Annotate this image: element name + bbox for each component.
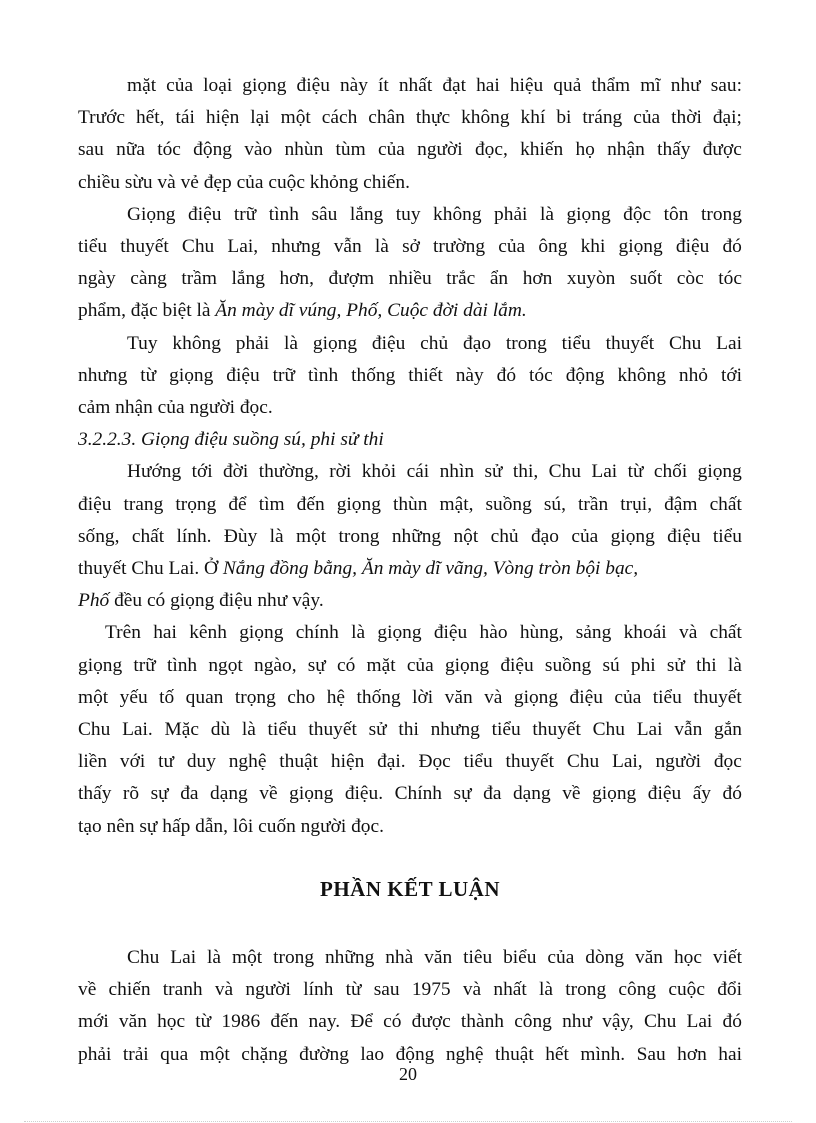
paragraph bbox=[78, 456, 742, 617]
page-bottom-divider bbox=[24, 1121, 792, 1122]
paragraph bbox=[78, 70, 742, 199]
text-line bbox=[78, 585, 742, 617]
text-line: thấy rõ sự đa dạng về giọng điệu. Chính sự đa dạng về giọng điệu ấy đó bbox=[78, 783, 742, 805]
text-run: phẩm, đặc biệt là bbox=[78, 300, 216, 322]
text-line: ngày càng trầm lắng hơn, đượm nhiều trắc ẩn hơn xuyòn suốt còc tóc bbox=[78, 268, 742, 290]
section-title: PHẦN KẾT LUẬN bbox=[320, 876, 500, 901]
book-titles: Ăn mày dĩ vúng, Phố, Cuộc đời dài lắm. bbox=[215, 300, 527, 322]
text-line bbox=[78, 295, 742, 327]
text-line: Chu Lai là một trong những nhà văn tiêu biểu của dòng văn học viết bbox=[127, 947, 742, 969]
text-line: sống, chất lính. Đùy là một trong những nột chủ đạo của giọng điệu tiểu bbox=[78, 525, 742, 547]
paragraph bbox=[78, 328, 742, 425]
text-line: tiểu thuyết Chu Lai, nhưng vẫn là sở trường của ông khi giọng điệu đó bbox=[78, 236, 742, 258]
text-line: Trước hết, tái hiện lại một cách chân thực không khí bi tráng của thời đại; bbox=[78, 107, 742, 129]
text-line bbox=[78, 553, 742, 585]
text-line: Chu Lai. Mặc dù là tiểu thuyết sử thi nhưng tiểu thuyết Chu Lai vẫn gắn bbox=[78, 719, 742, 741]
subsection-heading: 3.2.2.3. Giọng điệu suồng sú, phi sử thi bbox=[78, 429, 384, 451]
text-line: chiều sừu và vẻ đẹp của cuộc khỏng chiến. bbox=[78, 171, 410, 193]
paragraph bbox=[78, 199, 742, 328]
text-line: cảm nhận của người đọc. bbox=[78, 397, 273, 419]
text-line: liền với tư duy nghệ thuật hiện đại. Đọc tiểu thuyết Chu Lai, người đọc bbox=[78, 751, 742, 773]
text-line: mặt của loại giọng điệu này ít nhất đạt hai hiệu quả thẩm mĩ như sau: bbox=[127, 75, 742, 96]
paragraph bbox=[78, 617, 742, 842]
text-line: phải trải qua một chặng đường lao động nghệ thuật hết mình. Sau hơn hai bbox=[78, 1043, 742, 1065]
text-line: sau nữa tóc động vào nhùn tùm của người đọc, khiến họ nhận thấy được bbox=[78, 139, 742, 161]
document-body bbox=[78, 70, 742, 1071]
text-line: Trên hai kênh giọng chính là giọng điệu hào hùng, sảng khoái và chất bbox=[105, 622, 742, 644]
text-line: Giọng điệu trữ tình sâu lắng tuy không phải là giọng độc tôn trong bbox=[127, 203, 742, 225]
text-line: Hướng tới đời thường, rời khỏi cái nhìn sử thi, Chu Lai từ chối giọng bbox=[127, 461, 742, 483]
text-line: giọng trữ tình ngọt ngào, sự có mặt của giọng điệu suồng sú phi sử thi là bbox=[78, 654, 742, 676]
page-number: 20 bbox=[399, 1064, 417, 1084]
book-title: Phố bbox=[78, 590, 110, 612]
text-line: Tuy không phải là giọng điệu chủ đạo trong tiểu thuyết Chu Lai bbox=[127, 332, 742, 354]
text-line: về chiến tranh và người lính từ sau 1975 và nhất là trong công cuộc đổi bbox=[78, 979, 742, 1001]
text-line: điệu trang trọng để tìm đến giọng thùn mật, suồng sú, trần trụi, đậm chất bbox=[78, 493, 742, 515]
paragraph bbox=[78, 942, 742, 1071]
text-run: đều có giọng điệu như vậy. bbox=[109, 590, 324, 612]
text-line: tạo nên sự hấp dẫn, lôi cuốn người đọc. bbox=[78, 815, 384, 837]
text-line: một yếu tố quan trọng cho hệ thống lời văn và giọng điệu của tiểu thuyết bbox=[78, 686, 742, 708]
text-line: nhưng từ giọng điệu trữ tình thống thiết này đó tóc động không nhỏ tới bbox=[78, 364, 742, 386]
text-run: thuyết Chu Lai. Ở bbox=[78, 558, 223, 580]
book-titles: Nắng đồng bằng, Ăn mày dĩ vãng, Vòng tròn bội bạc, bbox=[222, 558, 639, 580]
text-line: mới văn học từ 1986 đến nay. Để có được thành công như vậy, Chu Lai đó bbox=[78, 1011, 742, 1033]
